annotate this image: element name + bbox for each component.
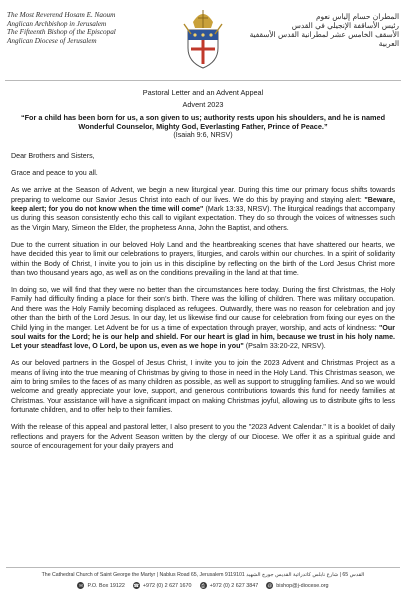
paragraph-text: In doing so, we will find that they were no better than the circumstances here today. During the first Christmas, the Holy Family had difficulty finding a place for their son’s birth. There was the killing of children. There was military occupation. And there was the Holy Family becoming displaced as refugees. Outwardly, there was no reason for celebration and joy other than the birth of the Lord Jesus. In our day, let us likewise find our cause for celebration from fixing our eyes on the Child lying in the manger. Let Advent be for us a time of expectation through prayer, worship, and acts of kindness: (11, 285, 395, 332)
archbishop-title-english (7, 11, 167, 45)
paragraph-text: (Mark 13:33, NRSV). The liturgical readings that accompany us during this season consistently echo this call to vigilant expectation. They do so through the voices of witnesses such as the Virgin Mary, Simeon the Elder, the prophetess Anna, John the Baptist, and others. (11, 205, 395, 232)
paragraph-3 (11, 286, 395, 352)
paragraph-text: As we arrive at the Season of Advent, we begin a new liturgical year. During this time our primary focus shifts towards preparing to welcome our Savior Jesus Christ into each of our lives. We do this by praying and staying alert: (11, 186, 395, 204)
diocese-crest-icon (179, 4, 227, 70)
scripture-emphasis: "Our soul waits for the Lord; he is our help and shield. For our heart is glad in him, because we trust in his holy name. Let your steadfast love, O Lord, be upon us, even as we hope in you" (11, 323, 395, 351)
scripture-quote: “For a child has been born for us, a son given to us; authority rests upon his shoulders, and he is named Wonderful Counselor, Mighty God, Everlasting Father, Prince of Peace.” (20, 113, 386, 132)
contact-po-box (77, 582, 124, 589)
phone-icon: ☎ (133, 583, 140, 588)
document-title: Pastoral Letter and an Advent Appeal (142, 88, 264, 97)
scripture-reference: (Isaiah 9:6, NRSV) (173, 131, 233, 140)
paragraph-5: With the release of this appeal and pastoral letter, I also present to you the "2023 Advent Calendar." It is a booklet of daily reflections and prayers for the Advent Season written by the clergy of our Diocese. We offer it as a spiritual guide and source of encouragement for your daily prayers and (11, 423, 395, 450)
letterhead-line: The Most Reverend Hosam E. Naoum (7, 11, 116, 19)
letterhead (0, 0, 406, 78)
greeting: Grace and peace to you all. (11, 169, 98, 178)
contact-text: P.O. Box 19122 (87, 582, 125, 589)
letter-footer (6, 567, 400, 605)
contact-fax (200, 582, 259, 589)
paragraph-2: Due to the current situation in our beloved Holy Land and the heartbreaking scenes that have shattered our hearts, we have decided this year to limit our celebrations to prayers, liturgies, and carols within our churches. In a spirit of solidarity within the Body of Christ, I invite you to join us in this discipline by reflecting on the birth of the Lord Jesus Christ more than two thousand years ago, as well as on the conditions prevailing in the land at that time. (11, 240, 395, 277)
contact-text[interactable]: bishop@j-diocese.org (276, 582, 329, 589)
paragraph-4: As our beloved partners in the Gospel of Jesus Christ, I invite you to join the 2023 Advent and Christmas Project as a means of living into the true meaning of Christmas by giving to those in need in the Holy Land. This Christmas season, we aim to bring smiles to the faces of as many children as possible, as well as support to struggling families. And so we would welcome and greatly appreciate your love, support, and generous contributions towards this fund for needy families at Christmas. Your assistance will have a significant impact on making Christmas joyful, allowing us to distribute gifts to less fortunate children, and to offer help to their families. (11, 359, 395, 415)
paragraph-1 (11, 186, 395, 233)
letterhead-divider (5, 80, 401, 81)
fax-icon: ⎙ (201, 583, 205, 588)
contact-phone (133, 582, 192, 589)
letter-body (11, 88, 395, 459)
letterhead-line: Anglican Archbishop in Jerusalem (7, 19, 107, 28)
letterhead-line: The Fifteenth Bishop of the Episcopal (7, 28, 116, 37)
contact-email[interactable] (266, 582, 328, 589)
archbishop-title-arabic (237, 12, 399, 48)
document-date: Advent 2023 (182, 100, 224, 109)
footer-address: The Cathedral Church of Saint George the Martyr | Nablus Road 65, Jerusalem 9119101 القدس 65 | شارع نابلس كاتدرائية القديس جورج الشهيد (41, 572, 365, 578)
email-icon: @ (267, 583, 273, 588)
contact-text: +972 (0) 2 627 3847 (209, 582, 259, 589)
letterhead-line: المطران حسام إلياس نعوم (315, 12, 399, 21)
salutation: Dear Brothers and Sisters, (11, 152, 95, 161)
contact-text: +972 (0) 2 627 1670 (142, 582, 192, 589)
footer-contacts (6, 582, 400, 589)
letterhead-line: Anglican Diocese of Jerusalem (7, 36, 97, 45)
letterhead-line: رئيس الأساقفة الإنجيلي في القدس (291, 21, 399, 30)
letterhead-line: الأسقف الخامس عشر لمطرانية القدس الأسقفية العربية (249, 30, 399, 48)
paragraph-text: (Psalm 33:20-22, NRSV). (243, 342, 326, 351)
mailbox-icon: ✉ (79, 583, 83, 588)
scripture-emphasis: "Beware, keep alert; for you do not know when the time will come" (11, 195, 395, 214)
footer-divider (6, 567, 400, 568)
